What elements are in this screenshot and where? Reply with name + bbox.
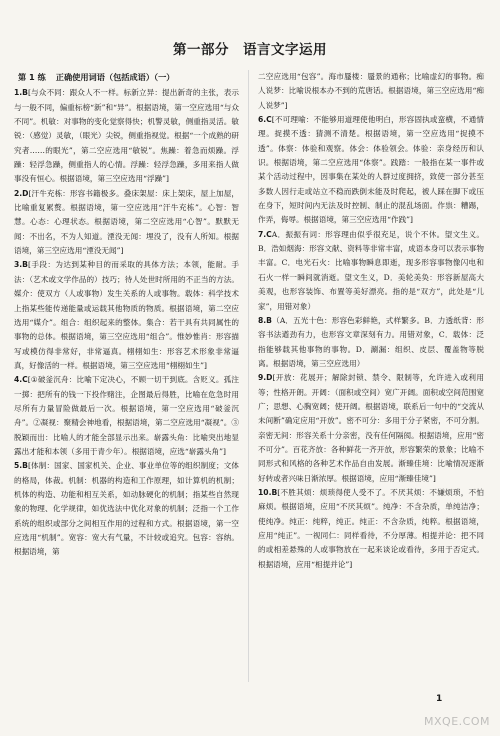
item-explanation: [①破釜沉舟：比喻下定决心，不顾一切干到底。含贬义。孤注一掷：把所有的钱一下投作赌注，企图最后得胜，比喻在危急时用尽所有力量冒险做最后一次。根据语境，第一空应选用“破釜沉舟”。②凝视：聚精会神地看，根据语境，第二空应选用“凝视”。③脱颖而出：比喻人的才能全部显示出来。崭露头角：比喻突出地显露出才能和本领（多用于青少年）。根据语境，应选“崭露头角”]	[14, 375, 239, 456]
title-part: 第一部分	[173, 42, 229, 58]
answer-item	[258, 486, 484, 572]
item-number: 6.	[258, 115, 267, 125]
item-number: 1.	[14, 88, 23, 98]
item-answer: B	[271, 487, 278, 497]
item-number: 9.	[258, 373, 267, 383]
left-answer-list	[14, 86, 239, 559]
item-answer: C	[266, 115, 272, 125]
section-heading	[14, 70, 239, 84]
item-answer: C	[22, 375, 28, 385]
answer-item	[258, 70, 484, 113]
item-explanation: （A．五光十色：形容色彩鲜艳，式样繁多。B．力透纸背：形容书法遒劲有力，也形容文章深刻有力。用错对象，C．载体：泛指能够载其他事物的事物。D．涮漏：组织、皮层、覆盖物等脱离。根据语境，第三空应选用）	[258, 315, 484, 368]
item-explanation: [开放：花展开；解除封锁、禁令、限制等，允许进入或利用等；性格开朗。开阔：（面积或空间）宽广开阔。面积或空间范围宽广；思想、心胸宽阔；使开阔。根据语境，联系后一句中的“交流从未间断”确定应用“开放”。密不可分：多用于分子紧密，不可分割。亲密无间：形容关系十分亲密，没有任何隔阂。根据语境，应用“密不可分”。百花齐放：各种鲜花一齐开放，形容繁荣的景象；比喻不同形式和风格的各种艺术作品自由发展。渐臻佳境：比喻情况逐渐好转或者兴味日渐浓厚。根据语境，应用“渐臻佳境”]	[258, 373, 484, 483]
answer-item	[14, 373, 239, 459]
item-answer: B	[22, 260, 28, 270]
left-column	[14, 70, 239, 680]
page-title	[0, 38, 500, 58]
answer-item	[258, 314, 484, 371]
item-answer: B	[266, 315, 272, 325]
answer-item	[14, 187, 239, 259]
title-topic: 语言文字运用	[243, 42, 327, 58]
answer-item	[14, 258, 239, 373]
watermark-text: MXQE.COM	[424, 715, 490, 728]
item-explanation: [体制：国家、国家机关、企业、事业单位等的组织制度；文体的格局，体裁。机制：机器的构造和工作原理，如计算机的机制；机体的构造、功能和相互关系，如动脉硬化的机制；指某些自然现象的物理、化学规律，如优选法中优化对象的机制；泛指一个工作系统的组织或部分之间相互作用的过程和方式。根据语境，第一空应选用“机制”。宽容：宽大有气量，不计较或追究。包容：容纳。根据语境，第	[14, 461, 239, 557]
item-number: 3.	[14, 260, 23, 270]
answer-item	[258, 113, 484, 228]
item-answer: D	[266, 373, 273, 383]
item-answer: D	[22, 188, 29, 198]
watermark-logo	[424, 715, 490, 728]
item-explanation: [与众不同：跟众人不一样。标新立异：提出新奇的主张，表示与一般不同，偏重标榜“新”和“异”。根据语境，第一空应选用“与众不同”。机敏：对事物的变化觉察得快；机警灵敏，侧重指灵活。敏锐：（感觉）灵敏，（眼光）尖锐，侧重指视觉。根据“一个成熟的研究者……的眼光”，第二空应选用“敏锐”。焦躁：着急而烦躁。浮躁：轻浮急躁，侧重指人的心情。浮躁：轻浮急躁，多用来指人做事没有恒心。根据语境，第三空应选用“浮躁”]	[14, 88, 239, 184]
item-number: 8.	[258, 315, 267, 325]
answer-item	[258, 228, 484, 314]
answer-item	[14, 459, 239, 559]
item-answer: B	[22, 88, 28, 98]
item-number: 7.	[258, 229, 267, 239]
item-explanation: [汗牛充栋：形容书籍极多。叠床架屋：床上架床，屋上加屋，比喻重复累赘。根据语境，第一空应选用“汗牛充栋”。心智：智慧。心态：心理状态。根据语境，第二空应选用“心智”。默默无闻：不出名，不为人知道。湮没无闻：埋没了，没有人所知。根据语境，第三空应选用“湮没无闻”]	[14, 188, 239, 256]
item-explanation: 二空应选用“包容”。海市蜃楼：蜃景的通称；比喻虚幻的事物。痴人说梦：比喻说根本办不到的荒唐话。根据语境，第三空应选用“痴人说梦”]	[258, 72, 484, 110]
section-title: 正确使用词语（包括成语）（一）	[55, 72, 175, 82]
section-number: 第 1 练	[18, 72, 46, 82]
item-explanation: A．振振有词：形容理由似乎很充足，说个不休。望文生义。B．浩如烟海：形容文献、资料等非常丰富，成语本身可以表示事物丰富。C．电光石火：比喻事物瞬息即逝，现多形容事物像闪电和石火一样一瞬间就消逝。望文生义，D．美轮美奂：形容新屋高大美观，也形容装饰、布置等美好漂亮。指的是“双方”，此处是“儿家”，用错对象）	[258, 229, 484, 311]
right-answer-list	[258, 70, 484, 572]
item-number: 2.	[14, 188, 23, 198]
page-number: 1	[436, 694, 443, 704]
item-explanation: [不可理喻：不能够用道理使他明白，形容固执或蛮横，不通情理。捉摸不透：猜测不清楚。根据语境，第一空应选用“捉摸不透”。体察：体验和观察。体会：体验领会。体验：亲身经历和认识。根据语境，第二空应选用“体察”。践踏：一般指在某一事件或某个活动过程中，因事集在某处的人群过度拥挤，致使一部分甚至多数人因行走或站立不稳而跌倒未能及时爬起，被人踩在脚下或压在身下，短时间内无法及时控制、制止的混乱场面。作祟：糟踢，作弄，侮辱。根据语境，第三空应选用“作践”]	[258, 115, 484, 225]
item-explanation: [不胜其烦：烦琐得使人受不了。不厌其烦：不嫌烦琐，不怕麻烦。根据语境，应用“不厌其烦”。纯净：不含杂质，单纯洁净；使纯净。纯正：纯粹，纯正。纯正：不含杂质，纯粹。根据语境，应用“纯正”。一视同仁：同样看待，不分厚薄。相提并论：把不同的或相差悬殊的人或事物放在一起来谈论或看待，多用于否定式。根据语境，应用“相提并论”]	[258, 487, 484, 569]
item-explanation: [手段：为达到某种目的而采取的具体方法；本领，能耐。手法：（艺术或文学作品的）技巧；待人处世时所用的不正当的方法。媒介：使双方（人或事物）发生关系的人或事物。载体：科学技术上指某些能传递能量或运载其他物质的物质。根据语境，第二空应选用“媒介”。组合：组织起来的整体。集合：若干具有共同属性的事物的总体。根据语境，第三空应选用“组合”。惟妙惟肖：形容描写或模仿得非常好，非常逼真。栩栩如生：形容艺术形象非常逼真，好像活的一样。根据语境，第三空应选用“栩栩如生”]	[14, 260, 239, 370]
item-number: 5.	[14, 461, 23, 471]
item-answer: C	[266, 229, 272, 239]
item-number: 10.	[258, 487, 272, 497]
item-answer: B	[22, 461, 28, 471]
item-number: 4.	[14, 375, 23, 385]
answer-item	[14, 86, 239, 186]
right-column	[258, 70, 484, 680]
column-divider	[248, 70, 249, 682]
answer-item	[258, 371, 484, 486]
